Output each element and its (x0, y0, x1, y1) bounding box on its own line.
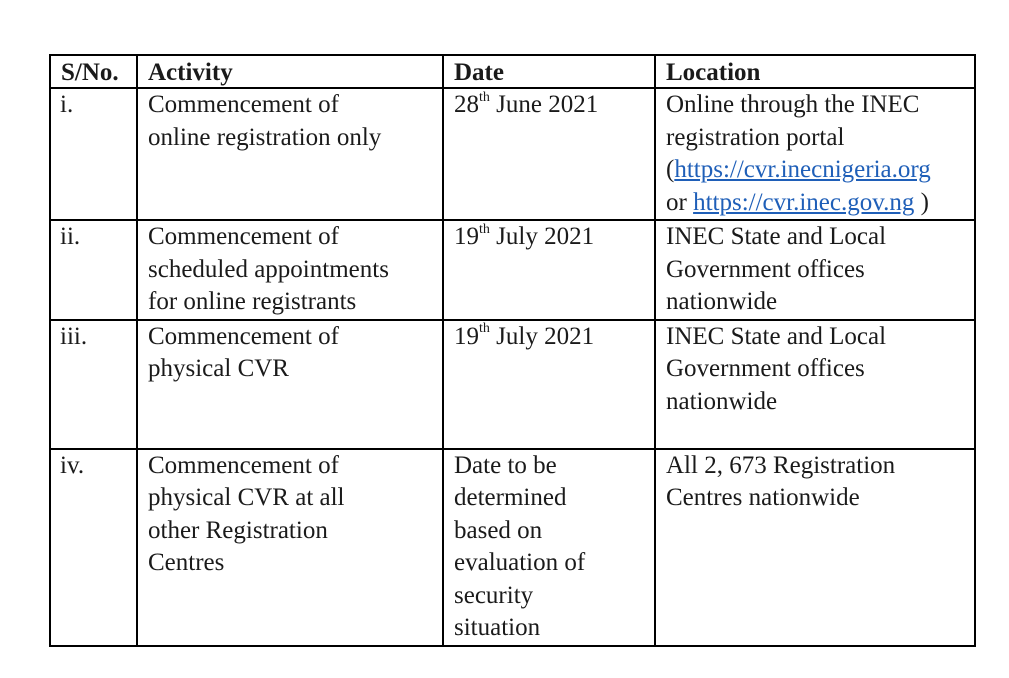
activity-line: physical CVR at all (148, 484, 345, 511)
location-line: INEC State and Local (666, 322, 887, 350)
date-rest: July 2021 (489, 322, 595, 350)
table-row (50, 220, 975, 320)
activity-line: other Registration (148, 516, 328, 544)
link-open-paren: ( (666, 156, 675, 183)
sno-cell: iv. (50, 449, 137, 646)
sno-cell: ii. (50, 220, 137, 320)
date-rest: July 2021 (489, 223, 595, 250)
location-cell (655, 88, 975, 220)
date-suffix: th (479, 221, 490, 237)
activity-line: physical CVR (148, 355, 289, 382)
location-line: Centres nationwide (666, 484, 860, 511)
date-line: evaluation of (454, 549, 586, 576)
date-cell (443, 320, 655, 449)
date-day: 19 (454, 322, 479, 350)
sno-cell: i. (50, 88, 137, 220)
activity-line: Commencement of (148, 322, 339, 350)
date-line: situation (454, 614, 541, 641)
activity-cell (137, 88, 443, 220)
header-row (50, 55, 975, 88)
header-date: Date (443, 55, 655, 88)
link-join: or (666, 188, 694, 216)
activity-line: Centres (148, 549, 225, 576)
portal-link-inec-gov[interactable]: https://cvr.inec.gov.ng (693, 188, 915, 216)
table-row (50, 88, 975, 220)
date-day: 28 (454, 91, 479, 118)
sno-cell: iii. (50, 320, 137, 449)
location-line: nationwide (666, 387, 778, 415)
date-rest: June 2021 (489, 91, 599, 118)
date-cell (443, 88, 655, 220)
location-line: nationwide (666, 288, 778, 315)
location-line: registration portal (666, 123, 845, 151)
date-suffix: th (479, 321, 490, 337)
activity-line: scheduled appointments (148, 255, 389, 283)
location-line: Online through the INEC (666, 91, 920, 118)
activity-cell (137, 220, 443, 320)
date-suffix: th (479, 89, 490, 105)
activity-line: Commencement of (148, 91, 339, 118)
location-line: All 2, 673 Registration (666, 451, 896, 479)
activity-line: Commencement of (148, 223, 339, 250)
header-activity: Activity (137, 55, 443, 88)
date-line: security (454, 581, 534, 609)
date-line: based on (454, 516, 543, 544)
location-cell (655, 220, 975, 320)
location-cell (655, 449, 975, 646)
portal-link-inecnigeria[interactable]: https://cvr.inecnigeria.org (674, 156, 931, 183)
table-row (50, 449, 975, 646)
location-line: Government offices (666, 255, 865, 283)
table-row (50, 320, 975, 449)
location-line: INEC State and Local (666, 223, 887, 250)
link-close-paren: ) (914, 188, 929, 216)
date-line: determined (454, 484, 567, 511)
activity-line: online registration only (148, 123, 382, 151)
date-day: 19 (454, 223, 479, 250)
activity-line: Commencement of (148, 451, 339, 479)
date-cell (443, 449, 655, 646)
location-line: Government offices (666, 355, 865, 382)
activity-line: for online registrants (148, 288, 357, 315)
activity-cell (137, 320, 443, 449)
header-sno: S/No. (50, 55, 137, 88)
date-cell (443, 220, 655, 320)
registration-schedule-table (49, 54, 976, 647)
header-location: Location (655, 55, 975, 88)
date-line: Date to be (454, 451, 557, 479)
location-cell (655, 320, 975, 449)
activity-cell (137, 449, 443, 646)
